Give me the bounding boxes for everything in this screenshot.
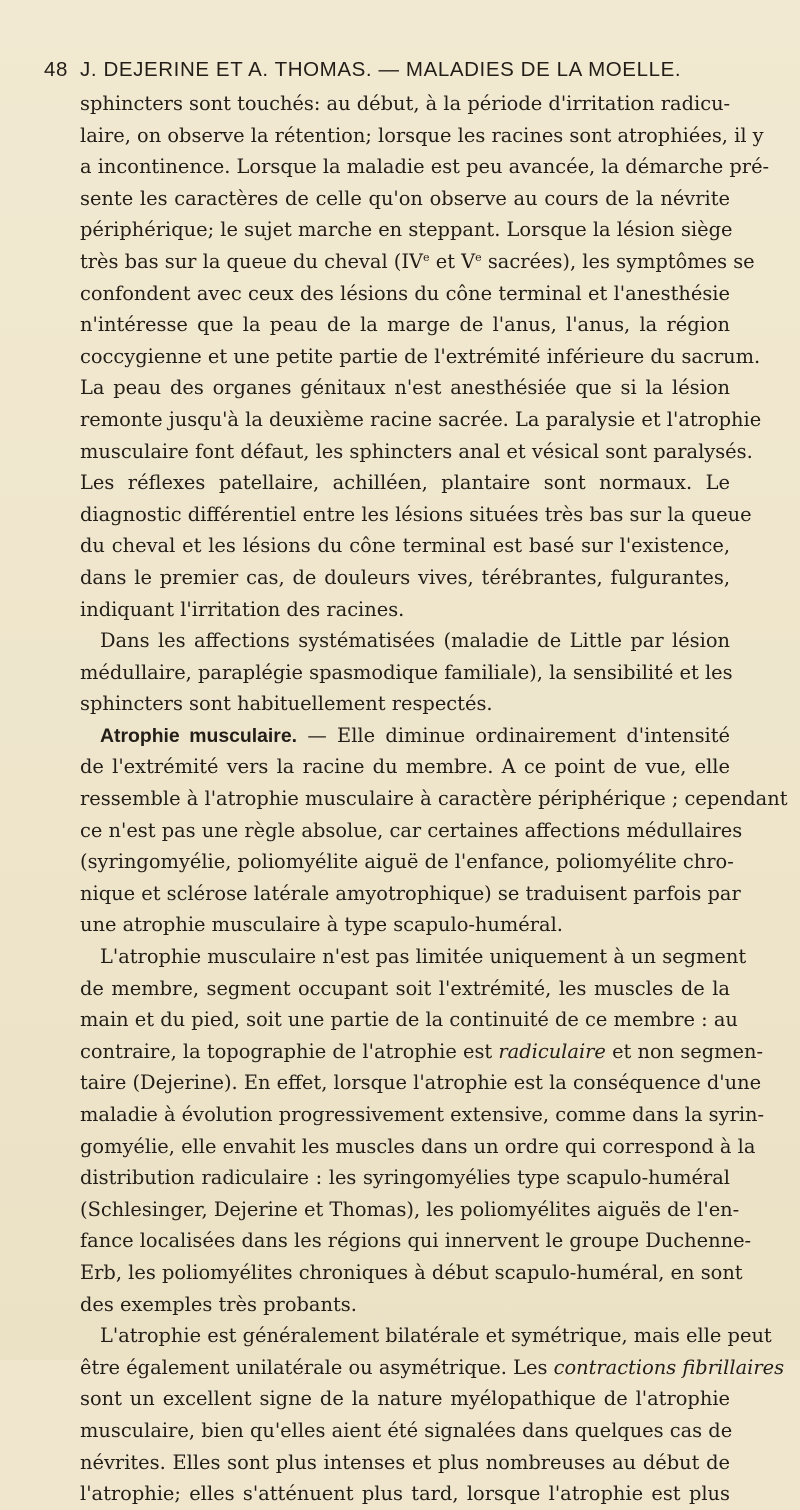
running-title: J. DEJERINE ET A. THOMAS. — MALADIES DE LA MOELLE. (80, 58, 682, 81)
text-line: coccygienne et une petite partie de l'extrémité inférieure du sacrum. (80, 344, 761, 368)
text-line: fance localisées dans les régions qui innervent le groupe Duchenne- (80, 1229, 752, 1253)
text-line: névrites. Elles sont plus intenses et plus nombreuses au début de (80, 1450, 730, 1474)
text-line: médullaire, paraplégie spasmodique familiale), la sensibilité et les (80, 660, 733, 684)
text-line (80, 1352, 785, 1384)
text-line: taire (Dejerine). En effet, lorsque l'atrophie est la conséquence d'une (80, 1071, 762, 1095)
section-heading: Atrophie musculaire. (100, 724, 298, 747)
text-line: L'atrophie est généralement bilatérale et symétrique, mais elle peut (100, 1324, 772, 1348)
text-line: indiquant l'irritation des racines. (80, 597, 405, 621)
text-line: sphincters sont habituellement respectés. (80, 692, 493, 716)
text-line: sente les caractères de celle qu'on observe au cours de la névrite (80, 186, 730, 210)
text-line: nique et sclérose latérale amyotrophique) se traduisent parfois par (80, 881, 741, 905)
text-line: sphincters sont touchés: au début, à la période d'irritation radicu- (80, 92, 731, 115)
text-line: remonte jusqu'à la deuxième racine sacrée. La paralysie et l'atrophie (80, 407, 762, 431)
text-span: et non segmen- (605, 1039, 764, 1063)
text-line: ce n'est pas une règle absolue, car certaines affections médullaires (80, 818, 743, 842)
text-line: Dans les affections systématisées (maladie de Little par lésion (100, 629, 730, 653)
italic-term: radiculaire (498, 1039, 606, 1063)
text-line: L'atrophie musculaire n'est pas limitée uniquement à un segment (100, 945, 747, 969)
text-line: musculaire font défaut, les sphincters anal et vésical sont paralysés. (80, 439, 753, 463)
text-line: de l'extrémité vers la racine du membre. A ce point de vue, elle (80, 755, 730, 779)
text-line (80, 246, 755, 278)
text-line: du cheval et les lésions du cône terminal est basé sur l'existence, (80, 534, 730, 558)
text-line: gomyélie, elle envahit les muscles dans un ordre qui correspond à la (80, 1134, 756, 1158)
text-line: (Schlesinger, Dejerine et Thomas), les poliomyélites aiguës de l'en- (80, 1197, 740, 1221)
text-line: diagnostic différentiel entre les lésions situées très bas sur la queue (80, 502, 752, 526)
running-head (44, 58, 734, 82)
text-line (80, 1036, 764, 1068)
text-line: a incontinence. Lorsque la maladie est peu avancée, la démarche pré- (80, 155, 770, 179)
text-line: sont un excellent signe de la nature myélopathique de l'atrophie (80, 1387, 730, 1411)
text-line: musculaire, bien qu'elles aient été signalées dans quelques cas de (80, 1418, 733, 1442)
text-line: des exemples très probants. (80, 1292, 357, 1316)
text-line: Les réflexes patellaire, achilléen, plantaire sont normaux. Le (80, 471, 730, 495)
text-line: dans le premier cas, de douleurs vives, térébrantes, fulgurantes, (80, 565, 730, 589)
section-heading-line (80, 720, 730, 752)
text-line: l'atrophie; elles s'atténuent plus tard, lorsque l'atrophie est plus (80, 1482, 730, 1506)
page-number: 48 (44, 58, 69, 81)
superscript: e (423, 250, 430, 264)
text-line: n'intéresse que la peau de la marge de l'anus, l'anus, la région (80, 313, 730, 337)
text-line: confondent avec ceux des lésions du cône terminal et l'anesthésie (80, 281, 730, 305)
text-span: contraire, la topographie de l'atrophie est (80, 1039, 499, 1063)
text-line: de membre, segment occupant soit l'extrémité, les muscles de la (80, 976, 730, 1000)
text-span: très bas sur la queue du cheval (IV (80, 249, 424, 273)
text-line: Erb, les poliomyélites chroniques à début scapulo-huméral, en sont (80, 1260, 743, 1284)
text-line: maladie à évolution progressivement extensive, comme dans la syrin- (80, 1103, 765, 1126)
superscript: e (475, 250, 482, 264)
text-line: laire, on observe la rétention; lorsque les racines sont atrophiées, il y (80, 123, 764, 147)
text-line: périphérique; le sujet marche en steppant. Lorsque la lésion siège (80, 218, 733, 242)
text-line: ressemble à l'atrophie musculaire à caractère périphérique ; cependant (80, 787, 788, 811)
italic-term: contractions fibrillaires (553, 1355, 785, 1379)
text-line: (syringomyélie, poliomyélite aiguë de l'enfance, poliomyélite chro- (80, 850, 734, 874)
text-line: La peau des organes génitaux n'est anesthésiée que si la lésion (80, 376, 730, 400)
text-line: main et du pied, soit une partie de la continuité de ce membre : au (80, 1008, 738, 1032)
text-span: — Elle diminue ordinairement d'intensité (297, 723, 731, 747)
body-text (80, 88, 788, 1510)
text-line: une atrophie musculaire à type scapulo-huméral. (80, 913, 563, 937)
text-span: sacrées), les symptômes se (481, 249, 755, 273)
text-line: distribution radiculaire : les syringomyélies type scapulo-huméral (80, 1166, 730, 1190)
text-span: être également unilatérale ou asymétrique. Les (80, 1355, 554, 1379)
text-span: et V (429, 249, 476, 273)
